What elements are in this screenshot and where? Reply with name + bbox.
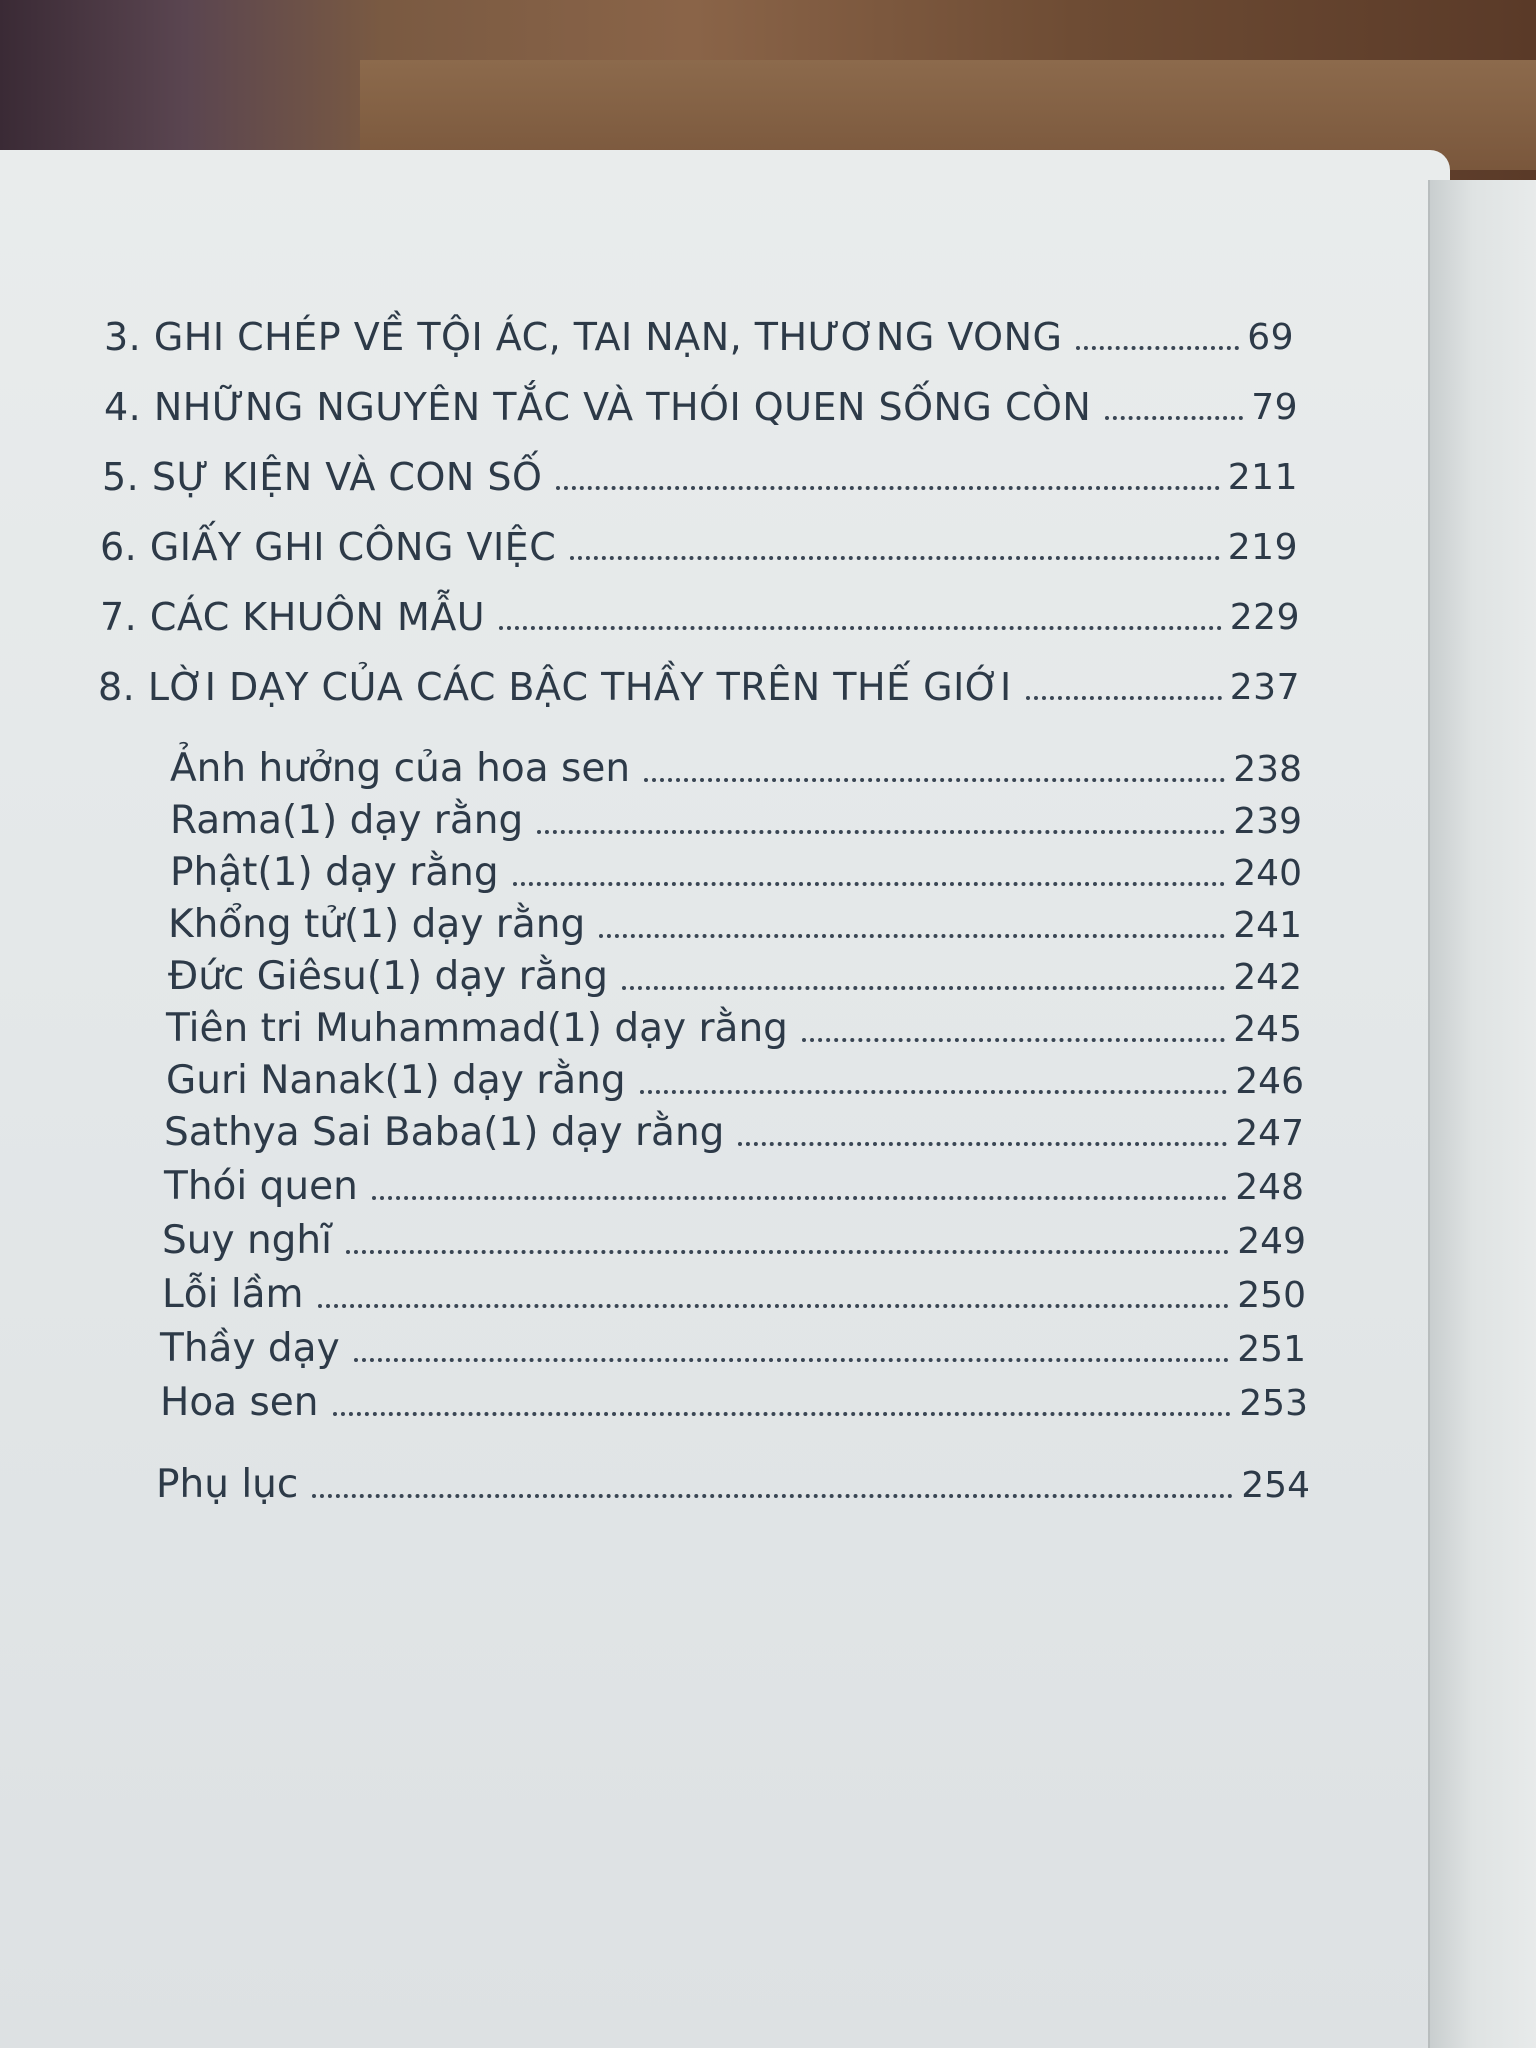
dot-leader [333, 1412, 1232, 1416]
toc-entry-label: Thầy dạy [160, 1326, 340, 1371]
toc-entry-page: 249 [1237, 1221, 1306, 1262]
toc-subsection [170, 736, 1302, 791]
toc-entry-label: Suy nghĩ [162, 1218, 332, 1263]
toc-subsection [170, 840, 1302, 895]
toc-subsection [168, 892, 1302, 947]
toc-entry-page: 229 [1229, 597, 1300, 638]
toc-chapter-8 [98, 654, 1300, 709]
toc-subsection [166, 1048, 1304, 1103]
toc-entry-page: 219 [1227, 527, 1298, 568]
toc-entry-label: Hoa sen [160, 1380, 319, 1425]
toc-entry-label: 3. GHI CHÉP VỀ TỘI ÁC, TAI NẠN, THƯƠNG VONG [104, 315, 1063, 359]
toc-entry-label: Thói quen [164, 1164, 358, 1209]
dot-leader [1076, 346, 1239, 350]
toc-subsection [166, 996, 1302, 1051]
dot-leader [570, 556, 1220, 560]
toc-entry-label: Phật(1) dạy rằng [170, 850, 499, 895]
dot-leader [499, 626, 1222, 630]
toc-entry-label: Khổng tử(1) dạy rằng [168, 902, 586, 947]
dot-leader [354, 1358, 1230, 1362]
toc-entry-label: Rama(1) dạy rằng [170, 798, 524, 843]
toc-subsection [160, 1316, 1306, 1371]
toc-subsection [162, 1262, 1306, 1317]
toc-entry-page: 251 [1237, 1329, 1306, 1370]
toc-entry-page: 237 [1229, 667, 1300, 708]
toc-entry-page: 254 [1241, 1465, 1310, 1506]
toc-chapter-3 [104, 304, 1294, 359]
toc-entry-label: 8. LỜI DẠY CỦA CÁC BẬC THẦY TRÊN THẾ GIỚI [98, 665, 1012, 709]
toc-entry-page: 240 [1233, 853, 1302, 894]
dot-leader [556, 486, 1219, 490]
toc-entry-label: Sathya Sai Baba(1) dạy rằng [164, 1110, 725, 1155]
dot-leader [622, 986, 1225, 990]
toc-chapter-5 [102, 444, 1298, 499]
dot-leader [537, 830, 1225, 834]
toc-subsection [170, 788, 1302, 843]
toc-entry-label: 4. NHỮNG NGUYÊN TẮC VÀ THÓI QUEN SỐNG CÒN [104, 385, 1092, 429]
toc-entry-page: 69 [1247, 317, 1294, 358]
toc-entry-label: Lỗi lầm [162, 1272, 304, 1317]
toc-entry-page: 242 [1233, 957, 1302, 998]
dot-leader [644, 778, 1225, 782]
toc-entry-page: 247 [1235, 1113, 1304, 1154]
toc-entry-page: 211 [1227, 457, 1298, 498]
toc-entry-label: Phụ lục [156, 1462, 299, 1507]
dot-leader [599, 934, 1225, 938]
toc-entry-page: 246 [1235, 1061, 1304, 1102]
toc-entry-label: 6. GIẤY GHI CÔNG VIỆC [100, 525, 557, 569]
toc-chapter-4 [104, 374, 1298, 429]
dot-leader [1026, 696, 1222, 700]
toc-entry-label: Ảnh hưởng của hoa sen [170, 746, 631, 791]
toc-entry-page: 248 [1235, 1167, 1304, 1208]
dot-leader [738, 1142, 1227, 1146]
toc-entry-label: Đức Giêsu(1) dạy rằng [168, 954, 609, 999]
toc-entry-page: 250 [1237, 1275, 1306, 1316]
dot-leader [802, 1038, 1225, 1042]
toc-entry-label: 7. CÁC KHUÔN MẪU [100, 595, 486, 639]
toc-appendix [156, 1452, 1310, 1507]
toc-entry-page: 239 [1233, 801, 1302, 842]
dot-leader [312, 1494, 1233, 1498]
toc-subsection [164, 1154, 1304, 1209]
toc-chapter-6 [100, 514, 1298, 569]
dot-leader [513, 882, 1226, 886]
toc-entry-page: 245 [1233, 1009, 1302, 1050]
toc-chapter-7 [100, 584, 1300, 639]
toc-entry-page: 241 [1233, 905, 1302, 946]
dot-leader [318, 1304, 1230, 1308]
toc-subsection [160, 1370, 1308, 1425]
toc-entry-page: 238 [1233, 749, 1302, 790]
toc-entry-page: 253 [1239, 1383, 1308, 1424]
toc-entry-page: 79 [1251, 387, 1298, 428]
toc-entry-label: Tiên tri Muhammad(1) dạy rằng [166, 1006, 788, 1051]
dot-leader [640, 1090, 1228, 1094]
dot-leader [1105, 416, 1243, 420]
toc-subsection [168, 944, 1302, 999]
toc-entry-label: Guri Nanak(1) dạy rằng [166, 1058, 626, 1103]
toc-subsection [164, 1100, 1304, 1155]
toc-entry-label: 5. SỰ KIỆN VÀ CON SỐ [102, 455, 543, 499]
dot-leader [346, 1250, 1229, 1254]
toc-subsection [162, 1208, 1306, 1263]
dot-leader [372, 1196, 1227, 1200]
